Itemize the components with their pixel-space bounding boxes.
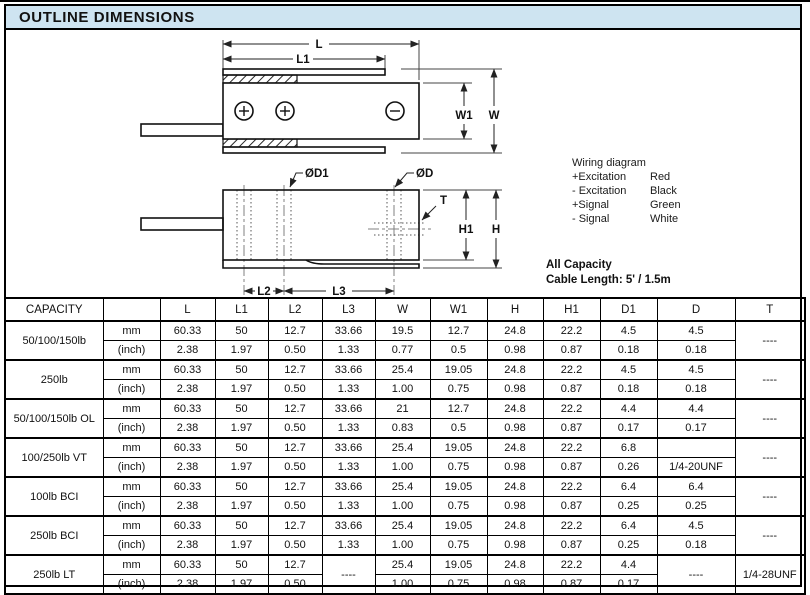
dim-label-T: T (440, 195, 448, 207)
dim-cell: 0.75 (430, 458, 487, 478)
table-row (5, 341, 805, 361)
dim-cell: 19.05 (430, 477, 487, 497)
dim-cell: 19.05 (430, 516, 487, 536)
dim-cell: 22.2 (543, 360, 600, 380)
table-row (5, 380, 805, 400)
dim-cell: 0.25 (600, 497, 657, 517)
dim-cell: 12.7 (268, 477, 322, 497)
unit-cell: mm (103, 399, 160, 419)
wiring-title: Wiring diagram (572, 157, 646, 169)
table-row (5, 438, 805, 458)
unit-cell: (inch) (103, 458, 160, 478)
dim-cell: 60.33 (160, 321, 215, 341)
dim-cell: 1.97 (215, 341, 268, 361)
dim-cell: 50 (215, 438, 268, 458)
dim-cell: 19.5 (375, 321, 430, 341)
dim-cell: 6.8 (600, 438, 657, 458)
dim-cell: 0.83 (375, 419, 430, 439)
unit-cell: mm (103, 438, 160, 458)
column-header-L: L (160, 298, 215, 321)
wiring-color: Black (650, 185, 677, 197)
page-title: OUTLINE DIMENSIONS (19, 8, 195, 26)
dim-cell: 60.33 (160, 477, 215, 497)
dim-cell: 19.05 (430, 555, 487, 575)
dim-cell: 0.50 (268, 341, 322, 361)
dim-label-L3: L3 (332, 286, 346, 298)
dim-cell: 0.26 (600, 458, 657, 478)
dim-cell: 0.87 (543, 380, 600, 400)
dim-cell: 0.5 (430, 419, 487, 439)
thread-cell: ---- (735, 477, 805, 516)
dim-cell: 0.17 (600, 575, 657, 595)
wiring-label: +Excitation (572, 171, 627, 183)
dim-cell: 22.2 (543, 477, 600, 497)
dim-cell: 19.05 (430, 438, 487, 458)
dim-cell: 4.5 (657, 516, 735, 536)
dim-cell: 60.33 (160, 438, 215, 458)
table-row (5, 497, 805, 517)
dim-cell-merged: ---- (322, 555, 375, 594)
dim-cell: 0.25 (657, 497, 735, 517)
base-plate (223, 260, 419, 268)
thread-cell: ---- (735, 360, 805, 399)
wiring-color: Green (650, 199, 681, 211)
dim-cell: 2.38 (160, 575, 215, 595)
dim-cell: 24.8 (487, 399, 543, 419)
dim-cell: 12.7 (430, 399, 487, 419)
dim-table-head-row (5, 298, 805, 321)
dim-cell: 24.8 (487, 555, 543, 575)
thread-cell: ---- (735, 321, 805, 360)
dim-cell: 12.7 (268, 321, 322, 341)
column-header-CAPACITY: CAPACITY (5, 298, 103, 321)
table-row (5, 555, 805, 575)
hidden-hole-lines (237, 190, 424, 260)
dim-cell: 6.4 (600, 477, 657, 497)
dim-cell: 0.98 (487, 575, 543, 595)
dim-cell: 0.87 (543, 497, 600, 517)
cable-top-view (141, 124, 223, 136)
thread-cell: 1/4-28UNF (735, 555, 805, 594)
unit-cell: mm (103, 360, 160, 380)
capacity-cell: 50/100/150lb (5, 321, 103, 360)
dim-cell: 4.4 (600, 399, 657, 419)
dim-cell: 0.98 (487, 380, 543, 400)
hatched-shim-top (223, 75, 297, 83)
dim-label-H1: H1 (458, 224, 474, 236)
dim-cell: 1.00 (375, 458, 430, 478)
dim-cell: 22.2 (543, 516, 600, 536)
dim-cell: 33.66 (322, 477, 375, 497)
dim-cell: 0.98 (487, 458, 543, 478)
dim-cell: 1.97 (215, 458, 268, 478)
dim-label-W1: W1 (455, 110, 473, 122)
unit-cell: (inch) (103, 497, 160, 517)
dim-cell: 24.8 (487, 477, 543, 497)
dim-cell: 50 (215, 516, 268, 536)
dim-cell: 0.18 (657, 536, 735, 556)
dim-cell: 60.33 (160, 360, 215, 380)
wiring-row (572, 170, 747, 184)
dim-cell: 2.38 (160, 380, 215, 400)
dim-cell: 33.66 (322, 321, 375, 341)
dim-cell: 6.4 (657, 477, 735, 497)
dim-cell: 1/4-20UNF (657, 458, 735, 478)
dim-cell: 0.50 (268, 536, 322, 556)
dim-cell: 1.00 (375, 536, 430, 556)
top-view (141, 39, 502, 153)
dim-cell: 12.7 (430, 321, 487, 341)
unit-cell: mm (103, 555, 160, 575)
dim-cell: 0.87 (543, 536, 600, 556)
dim-cell: 60.33 (160, 516, 215, 536)
dim-cell: 50 (215, 477, 268, 497)
table-row (5, 419, 805, 439)
dim-cell: 21 (375, 399, 430, 419)
dim-cell: 0.75 (430, 536, 487, 556)
dim-cell: 4.5 (657, 321, 735, 341)
dim-cell: 22.2 (543, 555, 600, 575)
capacity-cell: 250lb LT (5, 555, 103, 594)
dim-cell: 1.33 (322, 497, 375, 517)
dim-cell: 1.33 (322, 341, 375, 361)
dim-cell: 0.75 (430, 497, 487, 517)
thread-cell: ---- (735, 399, 805, 438)
dim-cell: 1.97 (215, 380, 268, 400)
dim-cell: 12.7 (268, 399, 322, 419)
dim-cell: 12.7 (268, 516, 322, 536)
dim-cell: 12.7 (268, 360, 322, 380)
dim-cell: 25.4 (375, 360, 430, 380)
wiring-color: Red (650, 171, 671, 183)
dim-cell: 0.98 (487, 536, 543, 556)
unit-cell: (inch) (103, 575, 160, 595)
dim-cell (657, 438, 735, 458)
dim-cell: 25.4 (375, 555, 430, 575)
dim-cell: 2.38 (160, 497, 215, 517)
dim-cell: 50 (215, 321, 268, 341)
dim-cell: 1.97 (215, 497, 268, 517)
hatched-shim-bottom (223, 139, 297, 147)
dim-cell: 25.4 (375, 477, 430, 497)
dim-cell: 0.50 (268, 497, 322, 517)
dim-cell: 0.77 (375, 341, 430, 361)
unit-cell: mm (103, 321, 160, 341)
dim-cell: 1.33 (322, 380, 375, 400)
wiring-label: +Signal (572, 199, 610, 211)
unit-cell: mm (103, 516, 160, 536)
unit-cell: (inch) (103, 419, 160, 439)
table-row (5, 536, 805, 556)
wiring-label: - Excitation (572, 185, 627, 197)
dim-cell: 1.00 (375, 497, 430, 517)
dim-cell: 24.8 (487, 516, 543, 536)
dim-cell: 0.18 (600, 341, 657, 361)
wiring-label: - Signal (572, 213, 610, 225)
column-header-L3: L3 (322, 298, 375, 321)
column-header-W1: W1 (430, 298, 487, 321)
dim-cell: 50 (215, 555, 268, 575)
dim-cell: 1.97 (215, 575, 268, 595)
dim-cell: 4.4 (600, 555, 657, 575)
dim-cell: 12.7 (268, 438, 322, 458)
dim-label-W: W (488, 110, 500, 122)
dim-cell: 60.33 (160, 399, 215, 419)
page-title-bar (6, 6, 800, 30)
dim-cell: 24.8 (487, 438, 543, 458)
cable-note-line2: Cable Length: 5' / 1.5m (546, 273, 671, 286)
dim-cell: 2.38 (160, 536, 215, 556)
column-header-D1: D1 (600, 298, 657, 321)
dim-cell: 0.50 (268, 458, 322, 478)
dim-cell: 2.38 (160, 341, 215, 361)
dim-cell: 0.87 (543, 341, 600, 361)
dim-cell: 0.18 (657, 341, 735, 361)
table-row (5, 458, 805, 478)
wiring-row (572, 184, 747, 198)
dim-cell: 0.98 (487, 341, 543, 361)
dim-cell: 4.5 (657, 360, 735, 380)
wiring-row (572, 212, 747, 226)
dim-cell: 1.33 (322, 458, 375, 478)
dim-cell: 25.4 (375, 438, 430, 458)
dim-label-H: H (491, 224, 501, 236)
dim-label-L: L (315, 39, 323, 51)
cable-note (546, 258, 671, 287)
dim-cell: 1.00 (375, 380, 430, 400)
dim-cell: 22.2 (543, 438, 600, 458)
cable-note-line1: All Capacity (546, 259, 612, 271)
table-row (5, 360, 805, 380)
dim-cell: 0.50 (268, 380, 322, 400)
dim-cell: 33.66 (322, 516, 375, 536)
capacity-cell: 50/100/150lb OL (5, 399, 103, 438)
capacity-cell: 100lb BCI (5, 477, 103, 516)
capacity-cell: 100/250lb VT (5, 438, 103, 477)
dim-label-D: ØD (416, 168, 434, 180)
dimensions-table (4, 297, 806, 595)
dim-cell: 0.17 (600, 419, 657, 439)
dim-cell: 12.7 (268, 555, 322, 575)
dim-cell: 1.33 (322, 419, 375, 439)
unit-cell: (inch) (103, 380, 160, 400)
column-header-L1: L1 (215, 298, 268, 321)
wiring-row (572, 198, 747, 212)
dim-cell: 1.00 (375, 575, 430, 595)
dim-cell: 0.18 (600, 380, 657, 400)
column-header-L2: L2 (268, 298, 322, 321)
dim-cell: 0.25 (600, 536, 657, 556)
dim-cell: 2.38 (160, 419, 215, 439)
dim-cell: 19.05 (430, 360, 487, 380)
dim-cell: 2.38 (160, 458, 215, 478)
table-row (5, 321, 805, 341)
dim-cell: 0.17 (657, 419, 735, 439)
dim-cell: 4.5 (600, 321, 657, 341)
thread-cell: ---- (735, 438, 805, 477)
dim-cell: 33.66 (322, 360, 375, 380)
dim-cell: 1.97 (215, 536, 268, 556)
dim-cell: 24.8 (487, 321, 543, 341)
dim-table-body (5, 321, 805, 594)
dim-cell-merged: ---- (657, 555, 735, 594)
dim-cell: 25.4 (375, 516, 430, 536)
dim-cell: 0.98 (487, 497, 543, 517)
dim-cell: 0.87 (543, 458, 600, 478)
dim-cell: 50 (215, 399, 268, 419)
center-lines (244, 185, 431, 295)
dim-cell: 1.97 (215, 419, 268, 439)
side-view (141, 168, 502, 298)
dim-cell: 22.2 (543, 321, 600, 341)
dim-cell: 1.33 (322, 536, 375, 556)
unit-cell: mm (103, 477, 160, 497)
unit-cell: (inch) (103, 341, 160, 361)
dim-label-L1: L1 (296, 54, 310, 66)
dim-cell: 0.75 (430, 575, 487, 595)
table-row (5, 516, 805, 536)
dim-label-D1: ØD1 (305, 168, 329, 180)
dim-cell: 6.4 (600, 516, 657, 536)
dim-cell: 0.50 (268, 575, 322, 595)
dim-cell: 22.2 (543, 399, 600, 419)
column-header-T: T (735, 298, 805, 321)
dim-cell: 33.66 (322, 399, 375, 419)
dim-cell: 0.98 (487, 419, 543, 439)
dim-cell: 60.33 (160, 555, 215, 575)
table-row (5, 399, 805, 419)
wiring-diagram (572, 156, 747, 226)
unit-cell: (inch) (103, 536, 160, 556)
wiring-color: White (650, 213, 679, 225)
dim-cell: 50 (215, 360, 268, 380)
column-header-W: W (375, 298, 430, 321)
capacity-cell: 250lb (5, 360, 103, 399)
dim-cell: 0.75 (430, 380, 487, 400)
dim-cell: 4.5 (600, 360, 657, 380)
column-header-H1: H1 (543, 298, 600, 321)
dim-cell: 33.66 (322, 438, 375, 458)
thread-cell: ---- (735, 516, 805, 555)
column-header-unit (103, 298, 160, 321)
table-row (5, 477, 805, 497)
dim-cell: 0.50 (268, 419, 322, 439)
dim-cell: 0.87 (543, 575, 600, 595)
column-header-D: D (657, 298, 735, 321)
dim-cell: 4.4 (657, 399, 735, 419)
dim-cell: 0.5 (430, 341, 487, 361)
capacity-cell: 250lb BCI (5, 516, 103, 555)
column-header-H: H (487, 298, 543, 321)
dim-cell: 0.18 (657, 380, 735, 400)
cable-side-view (141, 218, 223, 230)
dim-cell: 24.8 (487, 360, 543, 380)
dim-label-L2: L2 (257, 286, 271, 298)
dim-cell: 0.87 (543, 419, 600, 439)
